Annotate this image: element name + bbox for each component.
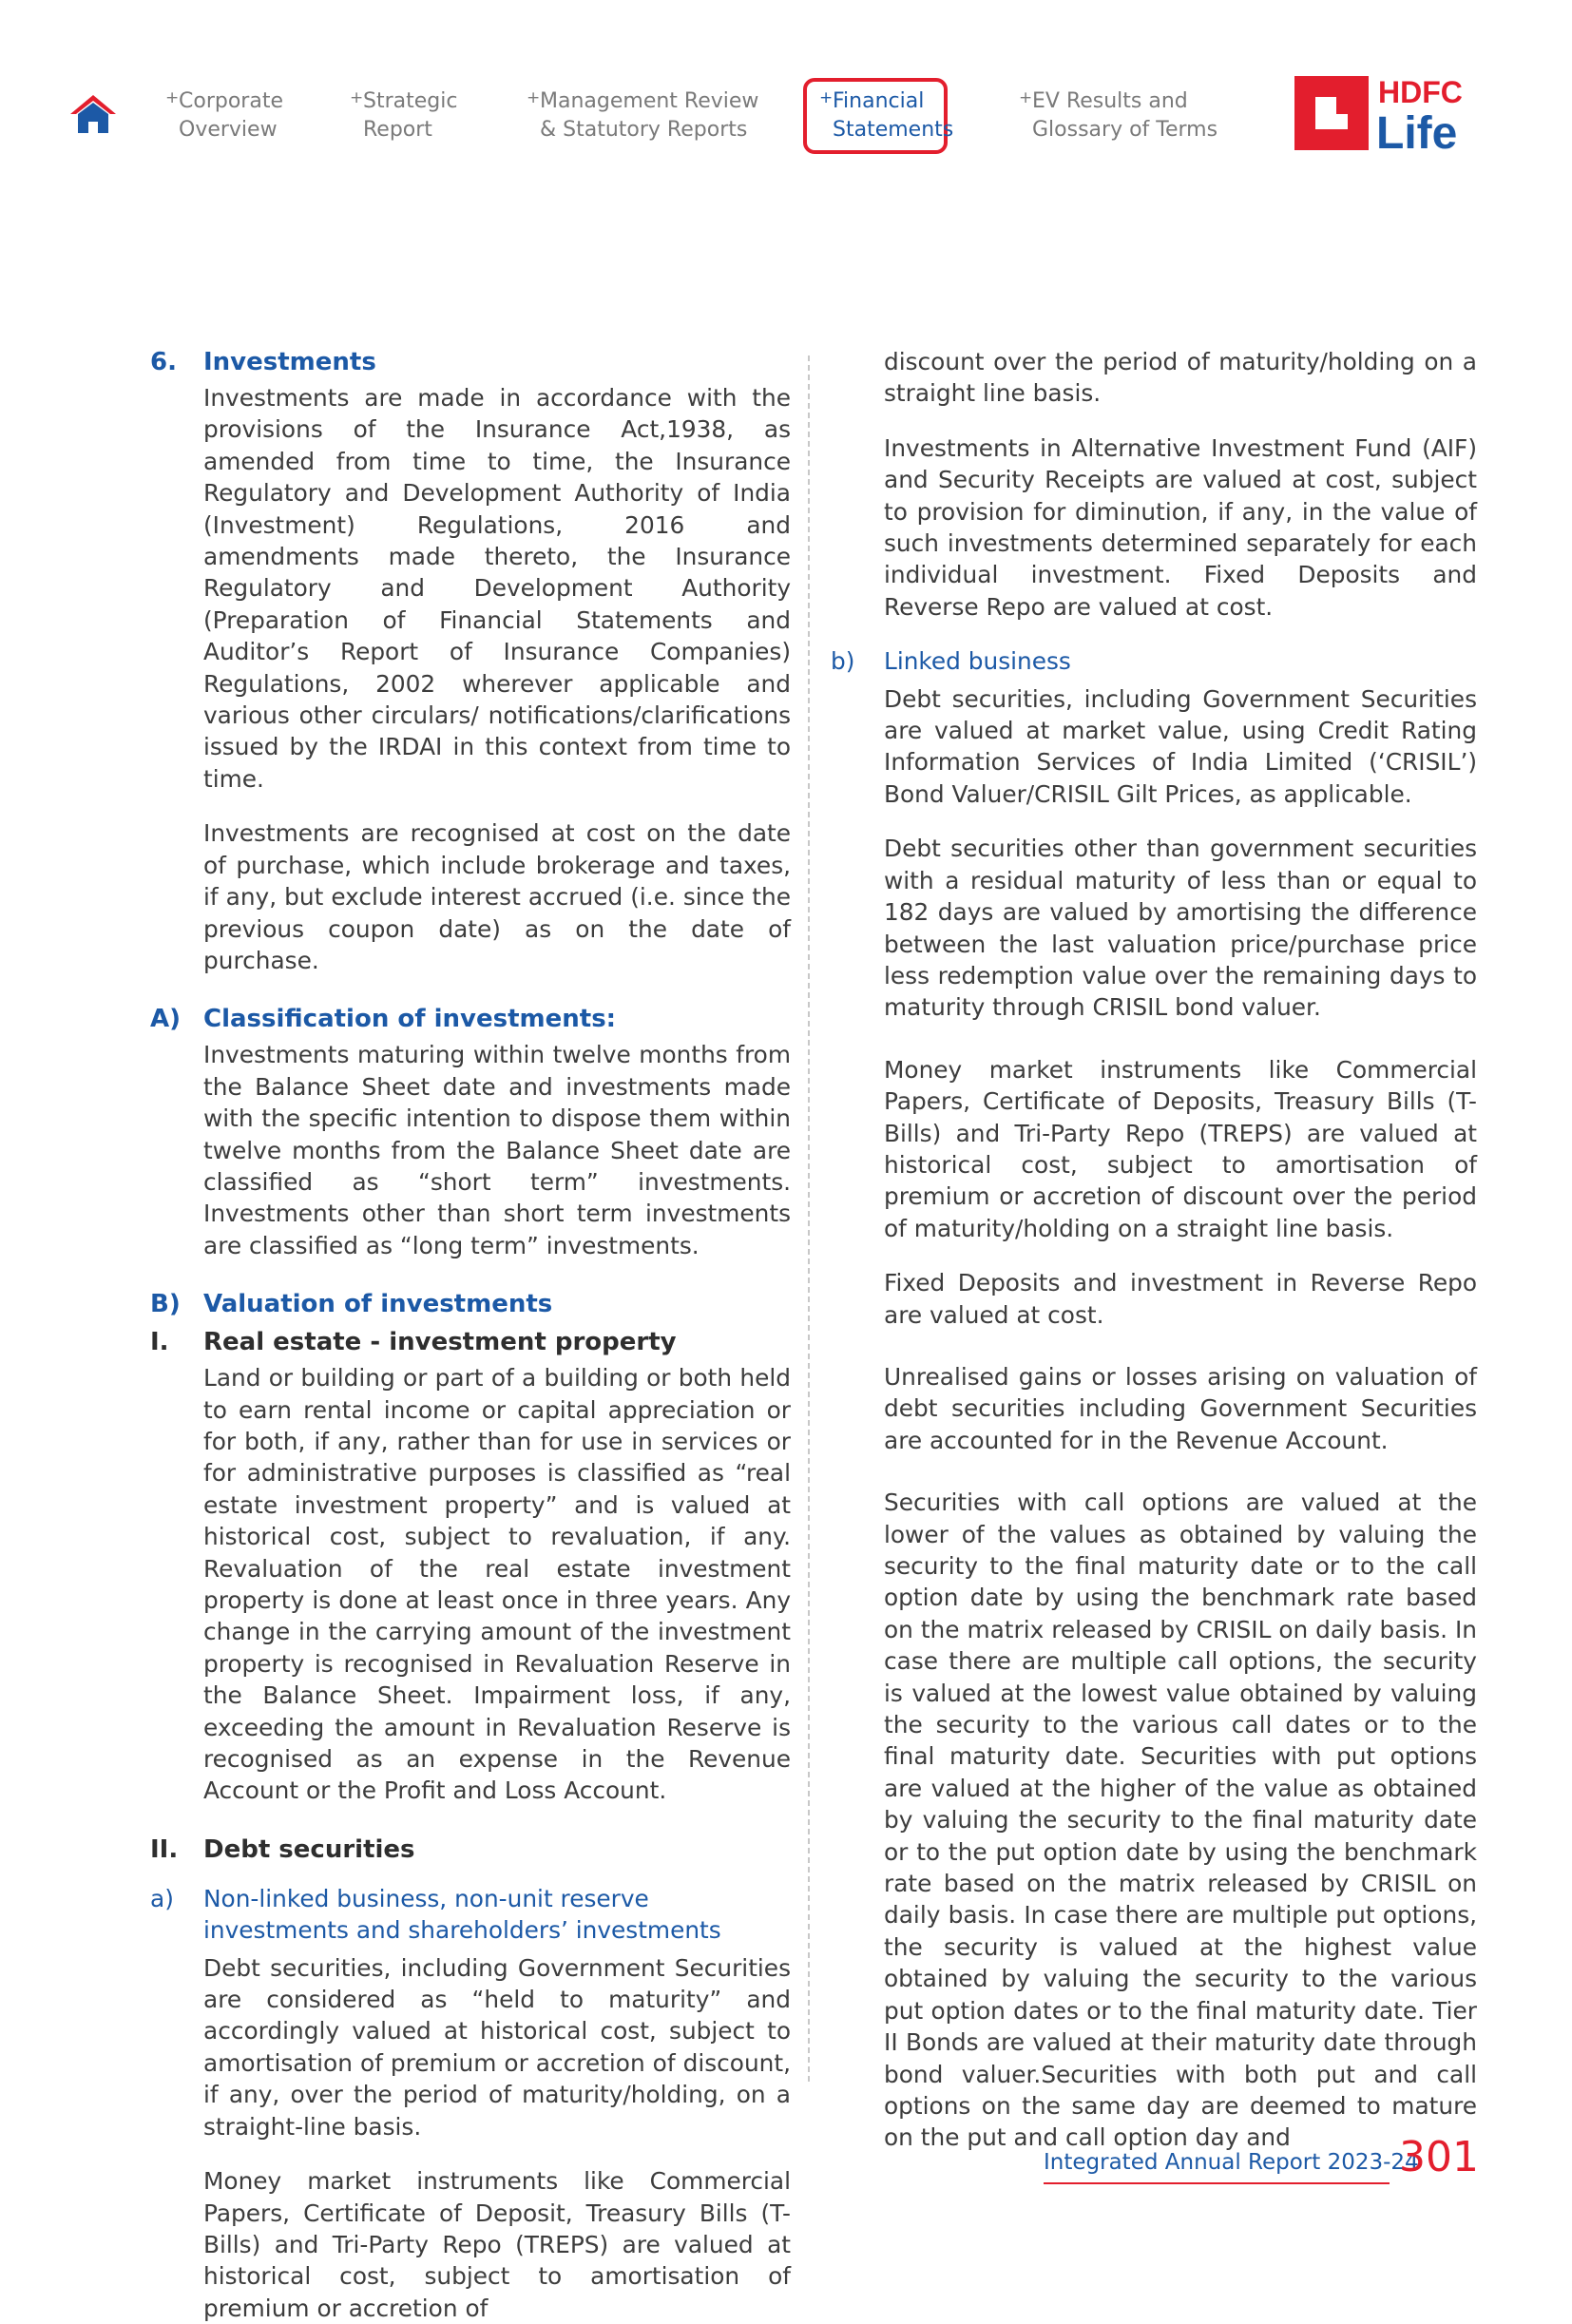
- home-icon[interactable]: [68, 93, 118, 135]
- subsection-title: Debt securities: [203, 1834, 415, 1864]
- nav-strategic-report[interactable]: [350, 87, 458, 144]
- nav-label-line1: Management Review: [540, 89, 759, 113]
- nav-label-line2: & Statutory Reports: [540, 118, 748, 142]
- paragraph: Fixed Deposits and investment in Reverse Repo are valued at cost.: [884, 1269, 1477, 1329]
- subsection-number: I.: [150, 1328, 169, 1357]
- subsection-title: Non-linked business, non-unit reserve investments and shareholders’ investments: [203, 1884, 721, 1945]
- nav-label-line1: Corporate: [179, 89, 283, 113]
- nav-label-line2: Glossary of Terms: [1032, 118, 1218, 142]
- nav-label-line2: Overview: [179, 118, 278, 142]
- paragraph: Debt securities other than government securities with a residual maturity of less than or equal to 182 days are valued by amortising the difference between the last valuation price/purchase price less redemption value over the remaining days to maturity through CRISIL bond valuer.: [884, 835, 1477, 1022]
- nav-management-review[interactable]: [527, 87, 759, 144]
- paragraph: Securities with call options are valued at the lower of the values as obtained by valuing the security to the final maturity date or to the call option date by using the benchmark rate based on the matrix released by CRISIL on daily basis. In case there are multiple call options, the security is valued at the lowest value obtained by valuing the security to the various call dates or to the final maturity date. Securities with put options are valued at the higher of the value as obtained by valuing the security to the final maturity date or to the put option date by using the benchmark rate based on the matrix released by CRISIL on daily basis. In case there are multiple put options, the security is valued at the highest value obtained by valuing the security to the various put option dates or to the final maturity date. Tier II Bonds are valued at their maturity date through bond valuer.Securities with both put and call options on the same day are deemed to mature on the put and call option day and: [884, 1489, 1477, 2152]
- nav-label-line1: Financial: [833, 89, 925, 113]
- section-number: 6.: [150, 348, 177, 376]
- plus-icon: +: [527, 88, 541, 107]
- plus-icon: +: [165, 88, 180, 107]
- subsection-number: b): [831, 647, 855, 676]
- nav-ev-results[interactable]: [1019, 87, 1218, 144]
- plus-icon: +: [819, 88, 834, 107]
- section-number: B): [150, 1290, 181, 1319]
- page-number: 301: [1399, 2133, 1479, 2181]
- nav-label-line2: Statements: [833, 118, 954, 142]
- paragraph: Investments maturing within twelve months from the Balance Sheet date and investments made with the specific intention to dispose them within twelve months from the Balance Sheet date are classified as “short term” investments. Investments other than short term investments are classified as “long term” investments.: [203, 1041, 791, 1259]
- svg-text:HDFC: HDFC: [1378, 75, 1463, 109]
- left-column: [150, 346, 791, 2324]
- section-heading: [150, 1003, 791, 1035]
- paragraph: Investments are recognised at cost on the date of purchase, which include brokerage and taxes, if any, but exclude interest accrued (i.e. since the previous coupon date) as on the date of purchase.: [203, 819, 791, 974]
- section-heading: [150, 346, 791, 378]
- footer-report-title: Integrated Annual Report 2023-24: [1044, 2150, 1419, 2175]
- paragraph: Investments in Alternative Investment Fund (AIF) and Security Receipts are valued at cost, subject to provision for diminution, if any, in the value of such investments determined separately for each individual investment. Fixed Deposits and Reverse Repo are valued at cost.: [884, 433, 1477, 621]
- paragraph: Investments are made in accordance with the provisions of the Insurance Act,1938, as amended from time to time, the Insurance Regulatory and Development Authority of India (Investment) Regulations, 2016 and amendments made thereto, the Insurance Regulatory and Development Authority (Preparation of Financial Statements and Auditor’s Report of Insurance Companies) Regulations, 2002 wherever applicable and various other circulars/ notifications/clarifications issued by the IRDAI in this context from time to time.: [203, 384, 791, 793]
- hdfc-life-logo: [1294, 72, 1485, 159]
- nav-financial-statements[interactable]: [819, 87, 954, 144]
- nav-label-line1: Strategic: [363, 89, 458, 113]
- column-divider: [808, 355, 810, 2082]
- paragraph: Debt securities, including Government Securities are considered as “held to maturity” and accordingly valued at historical cost, subject to amortisation of premium or accretion of discount, if any, over the period of maturity/holding, on a straight-line basis.: [203, 1953, 791, 2141]
- paragraph: Unrealised gains or losses arising on valuation of debt securities including Government Securities are accounted for in the Revenue Account.: [884, 1362, 1477, 1454]
- nav-label-line2: Report: [363, 118, 432, 142]
- paragraph: Debt securities, including Government Securities are valued at market value, using Credit Rating Information Services of India Limited (‘CRISIL’) Bond Valuer/CRISIL Gilt Prices, as applicable.: [884, 684, 1477, 808]
- section-number: A): [150, 1005, 182, 1034]
- section-title: Classification of investments:: [203, 1005, 617, 1034]
- subsection-heading: [150, 1834, 791, 1866]
- paragraph: Land or building or part of a building or both held to earn rental income or capital appreciation or for both, if any, rather than for use in services or for administrative purposes is classified as “real estate investment property” and is valued at historical cost, subject to revaluation, if any. Revaluation of the real estate investment property is done at least once in three years. Any change in the carrying amount of the investment property is recognised in Revaluation Reserve in the Balance Sheet. Impairment loss, if any, exceeding the amount in Revaluation Reserve is recognised as an expense in the Revenue Account or the Profit and Loss Account.: [203, 1364, 791, 1805]
- plus-icon: +: [350, 88, 364, 107]
- subsection-heading: [150, 1326, 791, 1358]
- section-heading: [150, 1288, 791, 1320]
- paragraph: Money market instruments like Commercial Papers, Certificate of Deposit, Treasury Bills (T-Bills) and Tri-Party Repo (TREPS) are valued at historical cost, subject to amortisation of premium or accretion of: [203, 2167, 791, 2322]
- svg-text:Life: Life: [1376, 108, 1458, 159]
- subsection-title: Linked business: [884, 647, 1071, 676]
- subsection-heading: [150, 1883, 791, 1947]
- subsection-number: II.: [150, 1834, 179, 1864]
- paragraph: Money market instruments like Commercial Papers, Certificate of Deposits, Treasury Bills (T-Bills) and Tri-Party Repo (TREPS) are valued at historical cost, subject to amortisation of premium or accretion of discount over the period of maturity/holding on a straight line basis.: [884, 1055, 1477, 1242]
- subsection-number: a): [150, 1884, 174, 1912]
- plus-icon: +: [1019, 88, 1033, 107]
- nav-corporate-overview[interactable]: [165, 87, 283, 144]
- section-title: Investments: [203, 348, 376, 376]
- paragraph: discount over the period of maturity/holding on a straight line basis.: [884, 348, 1477, 408]
- section-title: Valuation of investments: [203, 1290, 553, 1319]
- subsection-heading: [831, 645, 1477, 677]
- subsection-title: Real estate - investment property: [203, 1328, 677, 1357]
- footer-underline: [1044, 2182, 1390, 2184]
- nav-label-line1: EV Results and: [1032, 89, 1188, 113]
- right-column: [831, 346, 1477, 2154]
